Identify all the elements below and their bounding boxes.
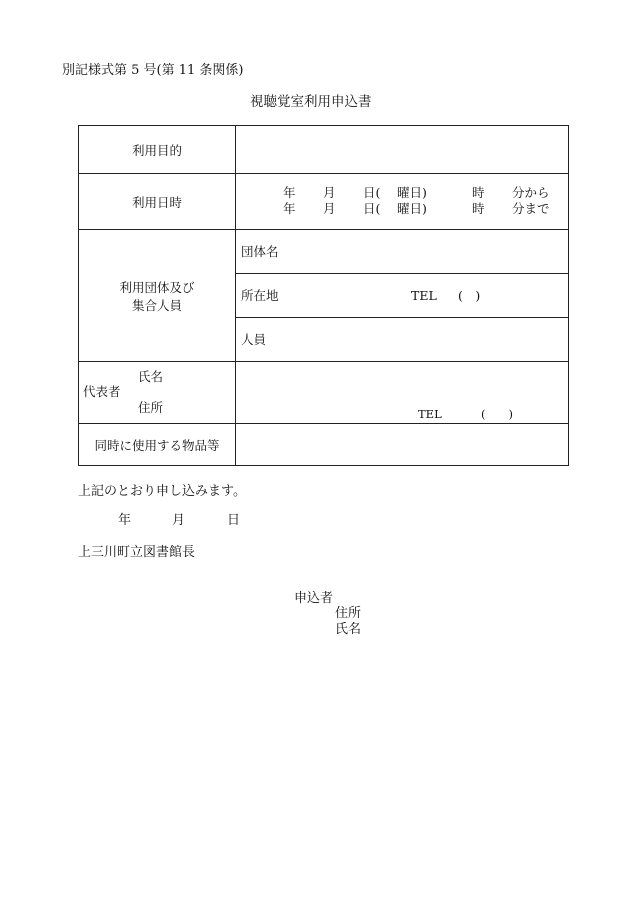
addressee: 上三川町立図書館長 <box>78 545 196 560</box>
purpose-row <box>79 126 569 174</box>
location-label: 所在地 <box>241 288 279 303</box>
rep-label: 代表者 <box>83 384 121 399</box>
date-day-unit: 日 <box>227 513 241 528</box>
datetime-field[interactable] <box>236 174 569 230</box>
representative-field[interactable] <box>236 362 569 424</box>
rep-address-label: 住所 <box>138 400 164 415</box>
applicant-name-label: 氏名 <box>335 622 362 637</box>
rep-tel-label: TEL <box>418 407 442 421</box>
start-hour-unit: 時 <box>472 185 485 200</box>
rep-tel-parens: ( ) <box>481 407 513 421</box>
datetime-label: 利用日時 <box>79 174 236 230</box>
items-field[interactable] <box>236 424 569 466</box>
rep-name-label: 氏名 <box>138 369 164 384</box>
members-label: 人員 <box>241 332 267 347</box>
applicant-label: 申込者 <box>294 591 334 606</box>
date-month-unit: 月 <box>172 513 186 528</box>
end-weekday-unit: 曜日) <box>397 201 427 216</box>
end-day-unit: 日( <box>363 201 381 216</box>
datetime-row <box>79 174 569 230</box>
members-field[interactable] <box>236 318 569 362</box>
group-name-label: 団体名 <box>241 244 279 259</box>
group-name-row <box>79 230 569 274</box>
group-label <box>79 230 236 362</box>
date-year-unit: 年 <box>118 513 132 528</box>
start-month-unit: 月 <box>323 185 336 200</box>
start-day-unit: 日( <box>363 185 381 200</box>
start-minute-unit: 分から <box>512 185 550 200</box>
form-number-label: 別記様式第 5 号(第 11 条関係) <box>62 63 244 78</box>
purpose-field[interactable] <box>236 126 569 174</box>
representative-row <box>79 362 569 424</box>
end-minute-unit: 分まで <box>512 201 550 216</box>
start-weekday-unit: 曜日) <box>397 185 427 200</box>
group-label-line1: 利用団体及び <box>119 279 195 295</box>
items-label: 同時に使用する物品等 <box>79 424 236 466</box>
end-year-unit: 年 <box>283 201 296 216</box>
group-label-line2: 集合人員 <box>131 297 182 313</box>
application-table <box>78 125 569 466</box>
items-row <box>79 424 569 466</box>
location-tel-label: TEL <box>411 288 437 303</box>
application-statement: 上記のとおり申し込みます。 <box>78 484 246 499</box>
start-year-unit: 年 <box>283 185 296 200</box>
purpose-label: 利用目的 <box>79 126 236 174</box>
end-month-unit: 月 <box>323 201 336 216</box>
location-field[interactable] <box>236 274 569 318</box>
group-name-field[interactable] <box>236 230 569 274</box>
form-title: 視聴覚室利用申込書 <box>250 94 372 110</box>
end-hour-unit: 時 <box>472 201 485 216</box>
applicant-address-label: 住所 <box>335 606 362 621</box>
representative-label-cell <box>79 362 236 424</box>
location-tel-parens: ( ) <box>458 288 481 303</box>
